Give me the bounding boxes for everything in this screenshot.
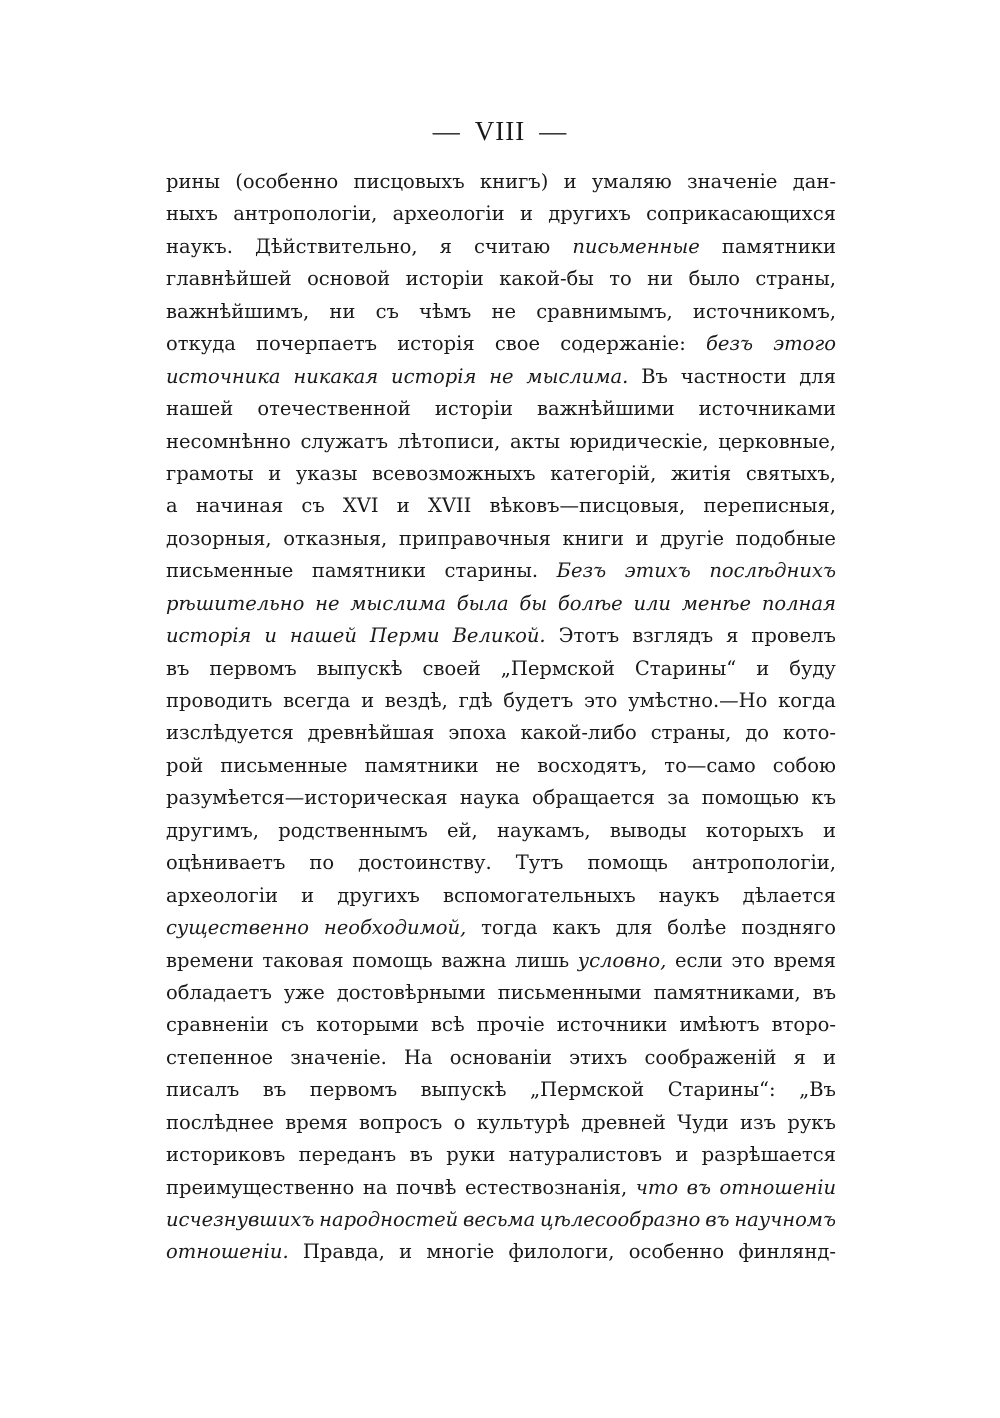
word: для: [615, 916, 653, 940]
word: рукъ: [787, 1110, 836, 1134]
text-line: [166, 231, 836, 263]
word: и: [635, 526, 649, 550]
word: и: [268, 461, 282, 485]
word: помощь: [587, 851, 668, 875]
word: на: [362, 1175, 388, 1199]
word: письменные: [166, 559, 294, 583]
word: Въ: [641, 364, 668, 388]
word: уже: [283, 980, 325, 1004]
word: источниками: [698, 397, 836, 421]
word: достоинству.: [358, 851, 492, 875]
word: содержаніе:: [560, 332, 686, 356]
word: а: [166, 494, 178, 518]
text-line: [166, 815, 836, 847]
word: буду: [789, 656, 836, 680]
word: отношеніи.: [166, 1240, 289, 1264]
word: обращается: [532, 786, 655, 810]
text-line: [166, 1139, 836, 1171]
text-line: [166, 750, 836, 782]
word: финлянд-: [738, 1240, 836, 1264]
word: имѣютъ: [679, 1013, 760, 1037]
word: въ: [705, 1208, 730, 1231]
word: о: [453, 1110, 466, 1134]
word: исторія: [397, 332, 475, 356]
word: и: [399, 1240, 413, 1264]
word: никакая: [293, 364, 379, 388]
word: было: [688, 267, 740, 291]
word: страны,: [755, 267, 836, 291]
word: вопросъ: [359, 1110, 443, 1134]
word: памятниками,: [653, 980, 801, 1004]
word: важнѣйшимъ,: [166, 299, 310, 323]
word: житія: [670, 461, 732, 485]
word: свое: [494, 332, 541, 356]
word: писцовыхъ: [353, 170, 465, 193]
word: до: [745, 721, 769, 745]
word: первомъ: [209, 656, 297, 680]
word: не: [489, 364, 514, 388]
word: На: [404, 1045, 433, 1069]
word: по: [309, 851, 335, 875]
word: памятники: [721, 234, 836, 258]
word: это: [583, 689, 618, 712]
word: отечественной: [257, 397, 411, 421]
page-number: VIII: [474, 116, 526, 146]
word: народностей: [319, 1208, 459, 1231]
word: древней: [581, 1110, 666, 1134]
word: и: [301, 883, 315, 907]
word: значеніе.: [290, 1045, 387, 1069]
word: Старины“: [634, 656, 737, 680]
word: рѣшительно: [166, 591, 305, 615]
word: за: [667, 786, 690, 810]
word: болѣе: [557, 591, 623, 615]
text-line: [166, 490, 836, 522]
word: разрѣшается: [701, 1143, 836, 1167]
text-line: [166, 328, 836, 360]
word: выводы: [609, 818, 687, 842]
text-line: [166, 458, 836, 490]
word: ни: [329, 299, 356, 323]
text-line: [166, 523, 836, 555]
word: антропологіи,: [233, 202, 378, 226]
word: другихъ: [548, 202, 631, 226]
word: вспомогательныхъ: [442, 883, 636, 907]
word: степенное: [166, 1045, 274, 1069]
word: начиная: [195, 494, 284, 518]
word: мыслима: [350, 591, 447, 615]
word: провелъ: [751, 624, 836, 648]
word: Этотъ: [558, 624, 620, 648]
word: исчезнувшихъ: [166, 1208, 315, 1231]
word: руки: [446, 1143, 496, 1167]
word: другіе: [660, 526, 725, 550]
word: откуда: [166, 332, 236, 356]
word: Правда,: [302, 1240, 385, 1264]
word: я: [793, 1045, 806, 1069]
word: поздняго: [741, 916, 836, 940]
word: естествознанія,: [464, 1175, 628, 1199]
text-line: [166, 782, 836, 814]
word: значеніе: [687, 170, 778, 193]
word: „Пермской: [530, 1078, 645, 1102]
word: XVI: [342, 494, 379, 518]
word: была: [456, 591, 509, 615]
word: писалъ: [166, 1078, 240, 1102]
word: всѣ: [431, 1013, 465, 1037]
word: не: [495, 753, 521, 777]
word: источника: [166, 364, 281, 388]
word: гдѣ: [458, 689, 493, 712]
word: тогда: [481, 916, 538, 940]
word: приправочныя: [398, 526, 551, 550]
word: (особенно: [235, 170, 339, 193]
word: историковъ: [166, 1143, 286, 1167]
word: Чуди: [677, 1110, 729, 1134]
word: разумѣется—историческая: [166, 786, 448, 810]
word: которыми: [316, 1013, 419, 1037]
word: бы: [519, 591, 548, 615]
word: важнѣйшими: [537, 397, 675, 421]
word: ни: [647, 267, 674, 291]
word: и: [756, 656, 770, 680]
text-line: [166, 1042, 836, 1074]
word: Перми: [369, 624, 440, 648]
word: археологіи: [392, 202, 505, 226]
text-line: [166, 847, 836, 879]
text-line: [166, 426, 836, 458]
word: не: [315, 591, 340, 615]
word: наукъ.: [166, 234, 233, 258]
word: послѣднее: [166, 1110, 274, 1134]
word: грамоты: [166, 461, 254, 485]
header-dash-right: —: [539, 116, 568, 146]
word: акты: [509, 429, 561, 453]
word: лѣтописи,: [397, 429, 501, 453]
word: этого: [773, 332, 836, 356]
word: я: [439, 234, 452, 258]
word: выпускѣ: [316, 656, 403, 680]
word: оцѣниваетъ: [166, 851, 286, 875]
word: этихъ: [569, 1045, 628, 1069]
word: обладаетъ: [166, 980, 272, 1004]
word: умаляю: [591, 170, 672, 193]
word: отказныя,: [283, 526, 388, 550]
text-line: [166, 1107, 836, 1139]
page-header: [0, 116, 1000, 147]
word: археологіи: [166, 883, 278, 907]
word: цѣлесообразно: [540, 1208, 701, 1231]
word: дѣлается: [742, 883, 836, 907]
word: какъ: [552, 916, 601, 940]
word: многіе: [426, 1240, 495, 1264]
text-line: [166, 653, 836, 685]
word: преимущественно: [166, 1175, 355, 1199]
word: „Въ: [799, 1078, 836, 1102]
word: считаю: [474, 234, 551, 258]
word: весьма: [463, 1208, 536, 1231]
word: необходимой,: [323, 916, 467, 940]
word: и: [822, 818, 836, 842]
word: культурѣ: [476, 1110, 570, 1134]
word: которыхъ: [705, 818, 804, 842]
word: XVII: [427, 494, 472, 518]
word: менѣе: [681, 591, 752, 615]
word: болѣе: [667, 916, 727, 940]
word: письменные: [220, 753, 348, 777]
word: филологи,: [508, 1240, 615, 1264]
word: натуралистовъ: [508, 1143, 662, 1167]
word: Великой.: [452, 624, 546, 648]
word: вездѣ,: [384, 689, 448, 712]
word: это: [731, 948, 765, 972]
word: памятники: [311, 559, 426, 583]
word: наукамъ,: [496, 818, 591, 842]
word: книгъ): [479, 170, 549, 193]
word: Дѣйствительно,: [254, 234, 418, 258]
word: первомъ: [309, 1078, 398, 1102]
word: частности: [680, 364, 787, 388]
word: антропологіи,: [691, 851, 836, 875]
word: въ: [812, 980, 836, 1004]
word: лишь: [515, 948, 570, 972]
word: исторіи: [405, 267, 484, 291]
word: кото-: [782, 721, 836, 745]
word: категорій,: [550, 461, 657, 485]
word: съ: [280, 1013, 305, 1037]
text-line: [166, 166, 836, 198]
word: старины.: [444, 559, 539, 583]
text-line: [166, 912, 836, 944]
text-line: [166, 1204, 836, 1236]
text-line: [166, 555, 836, 587]
word: если: [674, 948, 723, 972]
word: восходятъ,: [537, 753, 648, 777]
word: вѣковъ—писцовыя,: [489, 494, 686, 518]
word: церковные,: [718, 429, 836, 453]
text-line: [166, 263, 836, 295]
word: другимъ,: [166, 818, 259, 842]
word: и: [361, 689, 375, 712]
word: въ: [166, 656, 190, 680]
word: книги: [562, 526, 624, 550]
word: то: [609, 267, 632, 291]
word: когда: [778, 689, 836, 712]
word: изслѣдуется: [166, 721, 294, 745]
text-line: [166, 620, 836, 652]
word: важна: [441, 948, 507, 972]
word: таковая: [262, 948, 344, 972]
word: страны,: [650, 721, 732, 745]
word: юридическіе,: [569, 429, 709, 453]
word: ныхъ: [166, 202, 218, 226]
word: помощью: [701, 786, 800, 810]
word: и: [675, 1143, 689, 1167]
word: указы: [295, 461, 358, 485]
word: Безъ: [556, 559, 607, 583]
word: научномъ: [734, 1208, 836, 1231]
word: переданъ: [298, 1143, 397, 1167]
word: послѣднихъ: [709, 559, 836, 583]
word: подобные: [735, 526, 836, 550]
word: будетъ: [503, 689, 574, 712]
word: и: [396, 494, 410, 518]
word: достовѣрными: [336, 980, 486, 1004]
word: условно,: [577, 948, 667, 972]
text-line: [166, 361, 836, 393]
text-line: [166, 717, 836, 749]
word: не: [491, 299, 517, 323]
word: выпускѣ: [420, 1078, 507, 1102]
word: служатъ: [300, 429, 388, 453]
text-line: [166, 198, 836, 230]
word: особенно: [628, 1240, 725, 1264]
text-line: [166, 977, 836, 1009]
word: письменными: [497, 980, 642, 1004]
word: дан-: [792, 170, 836, 193]
word: этихъ: [624, 559, 691, 583]
word: времени: [166, 948, 254, 972]
word: нашей: [166, 397, 234, 421]
text-line: [166, 945, 836, 977]
word: дозорныя,: [166, 526, 272, 550]
word: существенно: [166, 916, 310, 940]
word: почерпаетъ: [256, 332, 378, 356]
header-dash-left: —: [432, 116, 461, 146]
word: Старины“:: [667, 1078, 776, 1102]
word: съ: [301, 494, 325, 518]
word: безъ: [705, 332, 754, 356]
word: съ: [375, 299, 399, 323]
word: собою: [772, 753, 836, 777]
word: исторіи: [434, 397, 513, 421]
word: чѣмъ: [419, 299, 472, 323]
word: источникомъ,: [692, 299, 836, 323]
word: родственнымъ: [278, 818, 428, 842]
word: другихъ: [337, 883, 420, 907]
word: въ: [262, 1078, 287, 1102]
word: сравнимымъ,: [536, 299, 673, 323]
word: умѣстно.—Но: [628, 689, 768, 712]
text-line: [166, 1074, 836, 1106]
word: мыслима.: [526, 364, 629, 388]
word: время: [773, 948, 836, 972]
word: источники: [556, 1013, 668, 1037]
word: соображеній: [644, 1045, 777, 1069]
word: наука: [459, 786, 520, 810]
word: основаніи: [449, 1045, 553, 1069]
text-line: [166, 393, 836, 425]
word: то—само: [664, 753, 756, 777]
word: время: [285, 1110, 348, 1134]
word: основой: [307, 267, 391, 291]
word: какой-либо: [520, 721, 637, 745]
text-line: [166, 296, 836, 328]
word: святыхъ,: [745, 461, 836, 485]
word: всевозможныхъ: [372, 461, 536, 485]
word: исторія: [391, 364, 477, 388]
word: проводить: [166, 689, 273, 712]
text-line: [166, 880, 836, 912]
word: всегда: [283, 689, 351, 712]
word: и: [563, 170, 577, 193]
word: сравненіи: [166, 1013, 269, 1037]
word: рины: [166, 170, 220, 193]
word: и: [823, 1045, 836, 1069]
body-text: [166, 166, 836, 1269]
word: главнѣйшей: [166, 267, 292, 291]
word: прочіе: [476, 1013, 545, 1037]
text-line: [166, 588, 836, 620]
word: своей: [422, 656, 481, 680]
word: исторія: [166, 624, 252, 648]
word: въ: [409, 1143, 433, 1167]
word: я: [726, 624, 739, 648]
word: нашей: [289, 624, 357, 648]
word: полная: [761, 591, 836, 615]
word: въ: [686, 1175, 711, 1199]
word: или: [633, 591, 671, 615]
word: переписныя,: [703, 494, 836, 518]
word: соприкасающихся: [646, 202, 836, 226]
word: почвѣ: [396, 1175, 457, 1199]
word: второ-: [771, 1013, 836, 1037]
word: какой-бы: [499, 267, 594, 291]
word: древнѣйшая: [307, 721, 435, 745]
text-line: [166, 685, 836, 717]
word: „Пермской: [500, 656, 615, 680]
word: наукъ: [658, 883, 720, 907]
word: памятники: [364, 753, 479, 777]
word: и: [264, 624, 277, 648]
text-line: [166, 1236, 836, 1268]
word: помощь: [352, 948, 433, 972]
word: письменные: [572, 234, 700, 258]
word: и: [519, 202, 533, 226]
word: ей,: [446, 818, 478, 842]
word: къ: [811, 786, 836, 810]
word: отношеніи: [719, 1175, 836, 1199]
word: для: [799, 364, 836, 388]
text-line: [166, 1009, 836, 1041]
word: что: [635, 1175, 679, 1199]
word: Тутъ: [515, 851, 564, 875]
word: несомнѣнно: [166, 429, 291, 453]
text-line: [166, 1172, 836, 1204]
word: эпоха: [448, 721, 507, 745]
word: рой: [166, 753, 204, 777]
word: взглядъ: [632, 624, 714, 648]
word: изъ: [739, 1110, 777, 1134]
